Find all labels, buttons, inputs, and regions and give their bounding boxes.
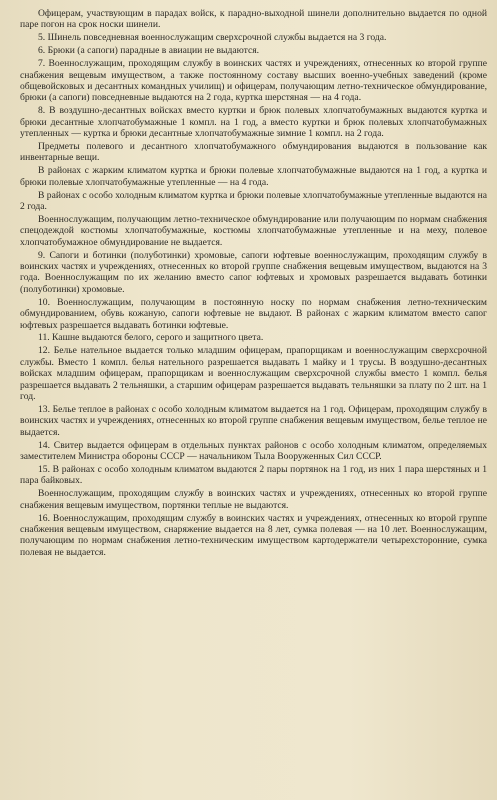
- paragraph-item-8-inventory: Предметы полевого и десантного хлопчатобумажного обмундирования выдаются в пользование как инвентарные вещи.: [20, 140, 487, 164]
- paragraph-item-14: 14. Свитер выдается офицерам в отдельных пунктах районов с особо холодным климатом, определяемых заместителем Министра обороны СССР — начальником Тыла Вооруженных Сил СССР.: [20, 439, 487, 463]
- paragraph-item-15: 15. В районах с особо холодным климатом выдаются 2 пары портянок на 1 год, из них 1 пара шерстяных и 1 пара байковых.: [20, 463, 487, 487]
- paragraph-item-6: 6. Брюки (а сапоги) парадные в авиации не выдаются.: [38, 45, 260, 57]
- paragraph-item-11: 11. Кашне выдаются белого, серого и защитного цвета.: [38, 332, 264, 344]
- paragraph-officers-parade: Офицерам, участвующим в парадах войск, к парадно-выходной шинели дополнительно выдается по одной паре погон на срок носки шинели.: [20, 8, 487, 31]
- paragraph-item-8-hot-climate: В районах с жарким климатом куртка и брюки полевые хлопчатобумажные выдаются на 1 год, а куртка и брюки полевые хлопчатобумажные утепленные — на 4 года.: [20, 165, 487, 188]
- paragraph-item-16: 16. Военнослужащим, проходящим службу в воинских частях и учреждениях, отнесенных ко второй группе снабжения вещевым имуществом, снаряжение выдается на 8 лет, сумка полевая — на 10 лет. Военнослужащим, получающим по нормам снабжения летно-техническим имуществом картодержатели четырехсторонние, сумка полевая не выдается.: [20, 512, 487, 558]
- paragraph-item-10: 10. Военнослужащим, получающим в постоянную носку по нормам снабжения летно-техническим обмундированием, обувь кожаную, сапоги юфтевые не выдают. В районах с жарким климатом вместо сапог юфтевых разрешается выдавать ботинки юфтевые.: [20, 296, 487, 331]
- paragraph-item-7: 7. Военнослужащим, проходящим службу в воинских частях и учреждениях, отнесенных ко второй группе снабжения вещевым имуществом, а также постоянному составу высших военно-учебных заведений (кроме общевойсковых и десантных командных училищ) и офицерам, получающим летно-техническое обмундирование, брюки (а сапоги) повседневные выдаются на 2 года, куртка шерстяная — на 4 года.: [20, 58, 487, 104]
- paragraph-item-12: 12. Белье нательное выдается только младшим офицерам, прапорщикам и военнослужащим сверхсрочной службы. Вместо 1 компл. белья нательного разрешается выдавать 1 майку и 1 трусы. В воздушно-десантных войсках младшим офицерам, прапорщикам и военнослужащим сверхсрочной службы вместо 1 компл. белья разрешается выдавать 2 тельняшки, а старшим офицерам разрешается выдавать тельняшки за плату по 2 шт. на 1 год.: [20, 345, 487, 402]
- paragraph-item-15-second-group: Военнослужащим, проходящим службу в воинских частях и учреждениях, отнесенных ко второй группе снабжения вещевым имуществом, портянки теплые не выдаются.: [20, 488, 487, 511]
- paragraph-item-9: 9. Сапоги и ботинки (полуботинки) хромовые, сапоги юфтевые военнослужащим, проходящим службу в воинских частях и учреждениях, отнесенных ко второй группе снабжения вещевым имуществом, выдаются на 3 года. Военнослужащим по их желанию вместо сапог юфтевых и хромовых разрешается выдавать ботинки (полуботинки) хромовые.: [20, 249, 487, 295]
- paragraph-item-8-cold-climate: В районах с особо холодным климатом куртка и брюки полевые хлопчатобумажные утепленные выдаются на 2 года.: [20, 189, 487, 212]
- paragraph-item-8-flight-tech: Военнослужащим, получающим летно-техническое обмундирование или получающим по нормам снабжения спецодеждой костюмы хлопчатобумажные, костюмы хлопчатобумажные утепленные и на меху, полевое хлопчатобумажное обмундирование не выдается.: [20, 213, 487, 248]
- paragraph-item-5: 5. Шинель повседневная военнослужащим сверхсрочной службы выдается на 3 года.: [38, 32, 387, 44]
- paragraph-item-13: 13. Белье теплое в районах с особо холодным климатом выдается на 1 год. Офицерам, проходящим службу в воинских частях и учреждениях, отнесенных ко второй группе снабжения вещевым имуществом, белье теплое не выдается.: [20, 403, 487, 438]
- paragraph-item-8: 8. В воздушно-десантных войсках вместо куртки и брюк полевых хлопчатобумажных выдаются куртка и брюки десантные хлопчатобумажные 1 компл. на 1 год, а вместо куртки и брюк полевых хлопчатобумажных утепленных — куртка и брюки десантные хлопчатобумажные зимние 1 компл. на 2 года.: [20, 105, 487, 140]
